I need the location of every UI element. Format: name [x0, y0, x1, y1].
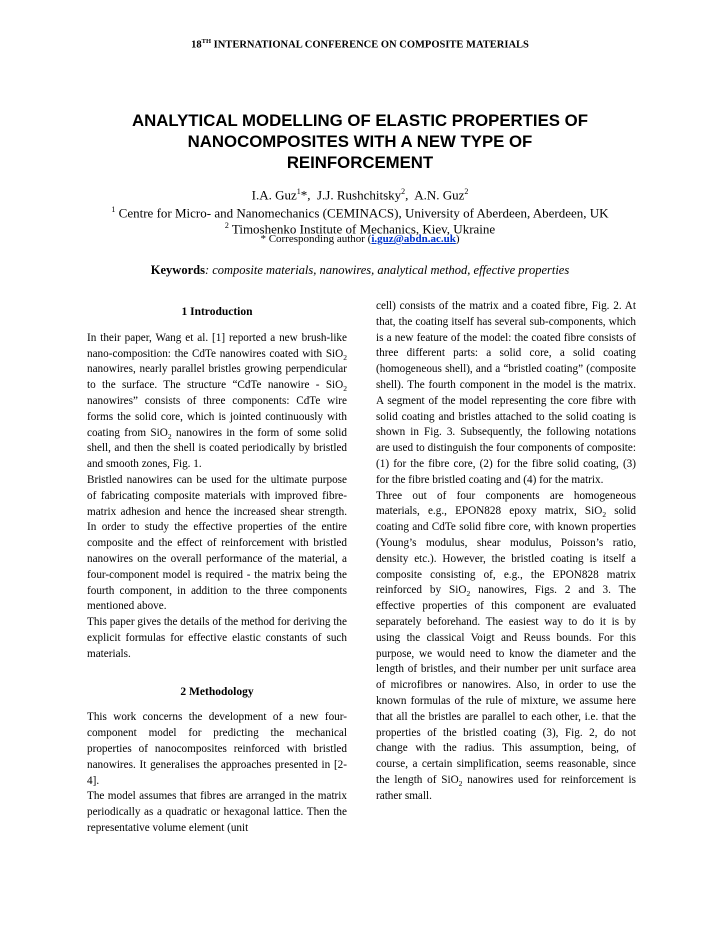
paragraph: This work concerns the development of a new four-component model for predicting the mechanical properties of nanocomposites reinforced with bristled nanowires. It generalises the approaches presented in [2-4]. — [87, 711, 347, 787]
title-line: NANOCOMPOSITES WITH A NEW TYPE OF — [187, 132, 533, 151]
author-list: I.A. Guz$^1$*, J.J. Rushchitsky$^2$, A.N. Guz$^2$ — [251, 187, 469, 203]
corresponding-author: * Corresponding author (i.guz@abdn.ac.uk) — [260, 233, 460, 245]
paragraph: The model assumes that fibres are arranged in the matrix periodically as a quadratic or hexagonal lattice. Then the representative volume element (unit — [87, 790, 347, 834]
paragraph: This paper gives the details of the method for deriving the explicit formulas for effective elastic constants of such materials. — [87, 616, 347, 660]
keywords-text: : composite materials, nanowires, analytical method, effective properties — [204, 263, 570, 277]
section-heading-methodology: 2 Methodology — [180, 685, 254, 698]
left-column — [87, 305, 347, 837]
paragraph: Bristled nanowires can be used for the ultimate purpose of fabricating composite materials with improved fibre-matrix adhesion and hence the increased shear strength. In order to study the effective properties of the entire composite and the effect of reinforcement with bristled nanowires on the overall performance of the material, a four-component model is required - the matrix being the fourth component, in addition to the three components mentioned above. — [87, 473, 347, 613]
paragraph: In their paper, Wang et al. [1] reported a new brush-like nano-composition: the CdTe nanowires coated with SiO$_2$ nanowires, nearly parallel bristles growing perpendicular to the surface. The structure “CdTe nanowire - SiO$_2$ nanowires” consists of three components: CdTe wire forms the solid core, which is jointed continuously with coating from SiO$_2$ nanowires in the form of some solid shell, and then the shell is coated periodically by bristled and smooth zones, Fig. 1. — [87, 331, 347, 471]
affiliation-1: $^1$ Centre for Micro- and Nanomechanics (CEMINACS), University of Aberdeen, Aberdeen, UK — [111, 205, 609, 221]
email-link[interactable]: i.guz@abdn.ac.uk — [371, 233, 456, 245]
keywords — [0, 263, 720, 278]
author-name: A.N. Guz — [414, 187, 465, 203]
right-column — [376, 299, 636, 805]
author-name: I.A. Guz — [251, 187, 297, 203]
paragraph: cell) consists of the matrix and a coated fibre, Fig. 2. At that, the coating itself has several sub-components, which is a new feature of the model: the coated fibre consists of three different parts: a solid core, a solid coating (homogeneous shell), and a “bristled coating” (composite shell). The fourth component in the model is the matrix. A segment of the model representing the core fibre with solid coating and bristles attached to the solid coating is shown in Fig. 3. Subsequently, the following notations are used to distinguish the four components of composite: (1) for the fibre core, (2) for the fibre solid coating, (3) for the fibre bristled coating and (4) for the matrix. — [376, 300, 636, 486]
author-name: J.J. Rushchitsky — [317, 187, 402, 203]
section-heading-introduction: 1 Introduction — [181, 306, 253, 318]
affiliation-2: $^2$ Timoshenko Institute of Mechanics, Kiev, Ukraine — [224, 221, 496, 237]
running-header: 18TH INTERNATIONAL CONFERENCE ON COMPOSITE MATERIALS — [191, 38, 529, 51]
paper-title — [60, 110, 660, 173]
keywords-label: Keywords — [150, 263, 205, 277]
paragraph: Three out of four components are homogeneous materials, e.g., EPON828 epoxy matrix, SiO$_2$ solid coating and CdTe solid fibre core, with known properties (Young’s modulus, shear modulus, Poisson’s ratio, density etc.). However, the bristled coating is itself a composite consisting of, e.g., the EPON828 matrix reinforced by SiO$_2$ nanowires, Figs. 2 and 3. The effective properties of this component are evaluated separately beforehand. The easiest way to do it is by using the classical Voigt and Reuss bounds. For this purpose, we would need to know the diameter and the length of bristles, and their number per unit surface area of microfibres or nanowires. Also, in order to use the known formulas of the rule of mixture, we assume here that all the bristles are parallel to each other, i.e. that the properties of the bristled coating (3), Fig. 2, do not change with the radius. This assumption, being, of course, a certain simplification, seems reasonable, since the length of SiO$_2$ nanowires used for reinforcement is rather small. — [376, 489, 636, 802]
title-line: REINFORCEMENT — [286, 153, 434, 172]
title-line: ANALYTICAL MODELLING OF ELASTIC PROPERTIES OF — [132, 111, 588, 130]
